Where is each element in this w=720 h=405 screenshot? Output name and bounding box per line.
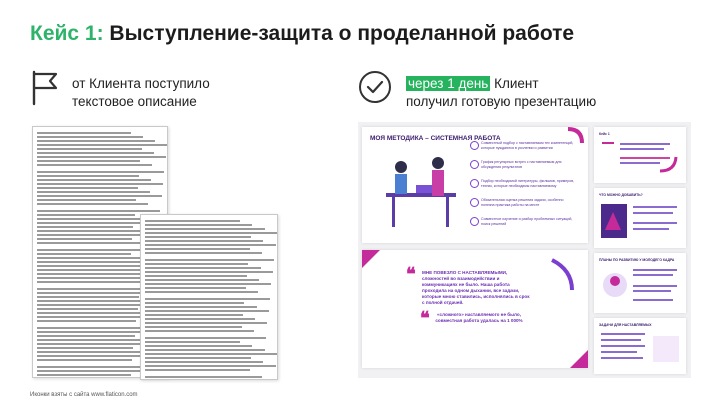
document-text-line <box>145 232 277 234</box>
document-text-line <box>145 283 271 285</box>
thumb-content-3 <box>599 265 683 309</box>
document-text-line <box>37 300 151 302</box>
slide-title: МОЯ МЕТОДИКА – СИСТЕМНАЯ РАБОТА <box>370 135 501 142</box>
document-text-line <box>145 353 277 355</box>
document-text-line <box>37 335 135 337</box>
document-text-line <box>145 318 255 320</box>
document-text-line <box>145 279 259 281</box>
document-text-line <box>37 312 150 314</box>
document-text-line <box>145 330 254 332</box>
document-text-line <box>145 322 267 324</box>
quote-decoration <box>362 250 588 368</box>
thumb-content-2 <box>599 200 683 244</box>
slide-methodology <box>362 127 588 243</box>
document-text-line <box>145 365 276 367</box>
document-text-line <box>37 366 144 368</box>
document-text-line <box>37 347 133 349</box>
document-text-line <box>37 183 163 185</box>
document-text-line <box>145 306 257 308</box>
document-text-line <box>37 136 143 138</box>
document-text-line <box>145 244 276 246</box>
document-text-line <box>37 187 138 189</box>
slide-quote <box>362 250 588 368</box>
document-text-line <box>145 369 250 371</box>
title-accent: Кейс 1: <box>30 22 104 45</box>
document-text-line <box>145 310 269 312</box>
thumb-slide-2 <box>594 188 686 248</box>
document-text-line <box>37 195 162 197</box>
client-text-document-front <box>140 214 278 380</box>
document-text-line <box>145 361 263 363</box>
document-text-line <box>37 238 132 240</box>
document-text-line <box>37 160 140 162</box>
document-text-line <box>145 291 258 293</box>
document-text-line <box>37 175 139 177</box>
quote-mark-open-2: ❝ <box>420 308 430 328</box>
right-line-1: Клиент <box>490 76 539 91</box>
document-text-line <box>37 144 167 146</box>
thumb-slide-3 <box>594 253 686 313</box>
check-circle-icon <box>358 70 392 104</box>
thumb-content-1 <box>600 139 680 179</box>
bullet-marker <box>470 198 479 207</box>
document-text-line <box>145 314 243 316</box>
left-line-2: текстовое описание <box>72 94 197 109</box>
document-text-line <box>145 287 246 289</box>
bullet-marker <box>470 141 479 150</box>
document-text-line <box>145 275 247 277</box>
document-text-line <box>37 203 148 205</box>
document-text-line <box>145 326 242 328</box>
quote-text-1: МНЕ ПОВЕЗЛО С НАСТАВЛЯЕМЫМИ, сложностей во взаимодействии и коммуникациях не было. Наша работа проходила на одном дыхании, все задачи, которые мною ставились, исполнялись в срок с полной отдачей. <box>422 270 530 305</box>
bullet-text: Обязательная оценка решения задачи, особенно полезна практика работы на месте <box>481 198 564 207</box>
document-text-line <box>37 327 148 329</box>
document-text-line <box>37 199 136 201</box>
document-text-line <box>145 298 270 300</box>
document-text-line <box>37 164 152 166</box>
right-line-2: получил готовую презентацию <box>406 94 597 109</box>
corner-swirl <box>566 127 584 145</box>
thumb-title: ПЛАНЫ ПО РАЗВИТИЮ У МОЛОДЕГО КАДРА <box>599 258 675 262</box>
document-text-line <box>145 224 252 226</box>
bullet-text: Совместный подбор с наставляемым тех компетенций, которые нуждаются в усилении и развитии <box>481 141 574 150</box>
thumb-title: ЧТО МОЖНО ДОБАВИТЬ? <box>599 193 643 197</box>
document-text-line <box>37 218 147 220</box>
icon-credit: Иконки взяты с сайта www.flaticon.com <box>30 392 138 398</box>
document-text-line <box>145 337 266 339</box>
document-text-line <box>37 179 151 181</box>
document-text-line <box>145 302 244 304</box>
document-text-line <box>37 296 139 298</box>
flag-icon <box>30 70 62 106</box>
highlight-badge: через 1 день <box>408 76 489 91</box>
bullet-marker <box>470 217 479 226</box>
document-text-line <box>145 236 251 238</box>
document-text-line <box>37 140 155 142</box>
document-text-line <box>145 341 240 343</box>
bullet-marker <box>470 179 479 188</box>
document-text-line <box>145 376 262 378</box>
document-text-line <box>37 269 142 271</box>
document-text-line <box>145 271 273 273</box>
document-text-line <box>37 351 146 353</box>
page-title <box>30 22 574 46</box>
document-text-line <box>37 253 131 255</box>
document-text-line <box>37 249 156 251</box>
document-text-line <box>145 345 252 347</box>
bullet-text: График регулярных встреч с наставляемым для обсуждения результатов <box>481 160 562 169</box>
quote-mark-open: ❝ <box>406 264 416 284</box>
result-description-text <box>406 75 596 111</box>
document-text-line <box>37 339 147 341</box>
team-illustration <box>366 145 466 237</box>
document-text-line <box>37 214 135 216</box>
thumb-slide-1 <box>594 127 686 183</box>
document-text-line <box>145 349 265 351</box>
document-text-line <box>37 210 160 212</box>
document-text-line <box>37 273 154 275</box>
document-text-line <box>37 359 132 361</box>
presentation-collage <box>358 122 691 378</box>
document-text-line <box>37 242 144 244</box>
quote-text-2: «сложного» наставляемого не было, совместная работа удалась на 1 000% <box>435 312 523 323</box>
document-text-line <box>37 226 133 228</box>
document-text-line <box>37 257 143 259</box>
document-text-line <box>37 152 154 154</box>
document-text-line <box>37 191 150 193</box>
document-text-line <box>37 370 156 372</box>
thumb-content-4 <box>599 330 683 370</box>
document-text-line <box>145 263 248 265</box>
document-text-line <box>37 288 152 290</box>
document-text-line <box>37 308 138 310</box>
document-text-line <box>145 228 265 230</box>
document-text-line <box>145 259 274 261</box>
document-text-line <box>37 171 164 173</box>
document-text-line <box>37 230 146 232</box>
client-description-text <box>72 75 210 111</box>
document-text-line <box>145 252 262 254</box>
document-text-line <box>37 374 131 376</box>
document-text-line <box>37 281 140 283</box>
bullet-text: Подбор необходимой литературы, фильмов, примеров, техник, которые необходимы наставляемому <box>481 179 575 188</box>
document-text-line <box>145 248 250 250</box>
document-text-line <box>37 156 166 158</box>
title-rest: Выступление-защита о проделанной работе <box>103 22 575 45</box>
bullet-marker <box>470 160 479 169</box>
thumb-title: ЗАДАЧИ ДЛЯ НАСТАВЛЯЕМЫХ <box>599 323 652 327</box>
bullet-text: Совместное изучение и разбор проблемных ситуаций, поиск решений <box>481 217 573 226</box>
thumb-title: Кейс 1 <box>599 132 610 136</box>
document-text-line <box>145 240 263 242</box>
document-text-line <box>37 261 155 263</box>
document-text-line <box>37 148 142 150</box>
document-text-line <box>145 220 240 222</box>
left-line-1: от Клиента поступило <box>72 76 210 91</box>
document-text-line <box>37 320 136 322</box>
document-text-line <box>145 267 261 269</box>
document-text-line <box>37 132 131 134</box>
thumb-slide-4 <box>594 318 686 374</box>
document-text-line <box>145 357 251 359</box>
